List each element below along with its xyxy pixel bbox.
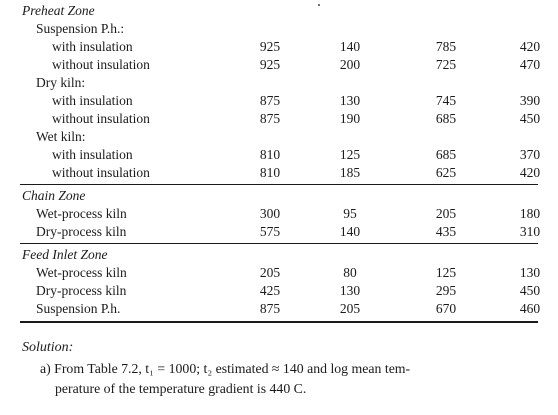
table-row — [0, 74, 558, 92]
row-label: Suspension P.h. — [36, 301, 121, 316]
section-title: Feed Inlet Zone — [22, 247, 108, 262]
table-cell: 125 — [339, 147, 361, 162]
table-cell: 420 — [519, 165, 541, 180]
table-cell: 670 — [435, 301, 457, 316]
section-title-row — [0, 2, 558, 20]
table-cell: 925 — [259, 39, 281, 54]
solution-line-1: a) From Table 7.2, t₁ = 1000; t₂ estimated ≈ 140 and log mean tem- — [40, 361, 411, 376]
table-row — [0, 205, 558, 223]
table-cell: 450 — [519, 283, 541, 298]
table-cell: 310 — [519, 224, 541, 239]
table-cell: 435 — [435, 224, 457, 239]
table-row — [0, 128, 558, 146]
section-title-row — [0, 246, 558, 264]
row-label: without insulation — [52, 57, 150, 72]
row-label: Wet kiln: — [36, 129, 86, 144]
solution-heading: Solution: — [22, 340, 74, 355]
table-cell: 875 — [259, 301, 281, 316]
section-title: Chain Zone — [22, 188, 86, 203]
table-cell: 205 — [339, 301, 361, 316]
table-cell: 295 — [435, 283, 457, 298]
table-cell: 425 — [259, 283, 281, 298]
table-cell: 80 — [343, 265, 357, 280]
row-label: Wet-process kiln — [36, 265, 127, 280]
table-cell: 460 — [519, 301, 541, 316]
section-title: Preheat Zone — [22, 3, 95, 18]
table-cell: 875 — [259, 93, 281, 108]
row-label: Dry kiln: — [36, 75, 86, 90]
table-cell: 95 — [343, 206, 357, 221]
table-cell: 810 — [259, 165, 281, 180]
table-cell: 140 — [339, 224, 361, 239]
table-row — [0, 56, 558, 74]
table-cell: 390 — [519, 93, 541, 108]
row-label: with insulation — [52, 93, 133, 108]
table-row — [0, 164, 558, 182]
table-cell: 875 — [259, 111, 281, 126]
table-cell: 180 — [519, 206, 541, 221]
row-label: Dry-process kiln — [36, 283, 127, 298]
row-label: without insulation — [52, 111, 150, 126]
table-row — [0, 20, 558, 38]
table-row — [0, 264, 558, 282]
table-row — [0, 92, 558, 110]
row-label: Suspension P.h.: — [36, 21, 125, 36]
table-row — [0, 223, 558, 241]
table-cell: 925 — [259, 57, 281, 72]
table-row — [0, 282, 558, 300]
table-cell: 125 — [435, 265, 457, 280]
table-cell: 745 — [435, 93, 457, 108]
table-cell: 420 — [519, 39, 541, 54]
row-label: with insulation — [52, 147, 133, 162]
table-cell: 725 — [435, 57, 457, 72]
table-cell: 185 — [339, 165, 361, 180]
section-divider — [20, 184, 538, 185]
table-cell: 205 — [435, 206, 457, 221]
row-label: without insulation — [52, 165, 150, 180]
section-divider — [20, 243, 538, 244]
table-cell: 685 — [435, 147, 457, 162]
table-cell: 685 — [435, 111, 457, 126]
table-cell: 785 — [435, 39, 457, 54]
table-cell: 810 — [259, 147, 281, 162]
table-cell: 200 — [339, 57, 361, 72]
table-cell: 205 — [259, 265, 281, 280]
table-cell: 575 — [259, 224, 281, 239]
table-cell: 130 — [339, 93, 361, 108]
row-label: Wet-process kiln — [36, 206, 127, 221]
table-cell: 300 — [259, 206, 281, 221]
table-cell: 190 — [339, 111, 361, 126]
table-row — [0, 146, 558, 164]
section-title-row — [0, 187, 558, 205]
table-row — [0, 38, 558, 56]
table-cell: 140 — [339, 39, 361, 54]
table-cell: 130 — [519, 265, 541, 280]
table-row — [0, 110, 558, 128]
table-cell: 370 — [519, 147, 541, 162]
row-label: Dry-process kiln — [36, 224, 127, 239]
table-row — [0, 300, 558, 318]
table-bottom-rule — [20, 321, 538, 323]
table-cell: 470 — [519, 57, 541, 72]
row-label: with insulation — [52, 39, 133, 54]
table-cell: 450 — [519, 111, 541, 126]
solution-line-2: perature of the temperature gradient is 440 C. — [55, 381, 307, 396]
table-cell: 130 — [339, 283, 361, 298]
table-cell: 625 — [435, 165, 457, 180]
